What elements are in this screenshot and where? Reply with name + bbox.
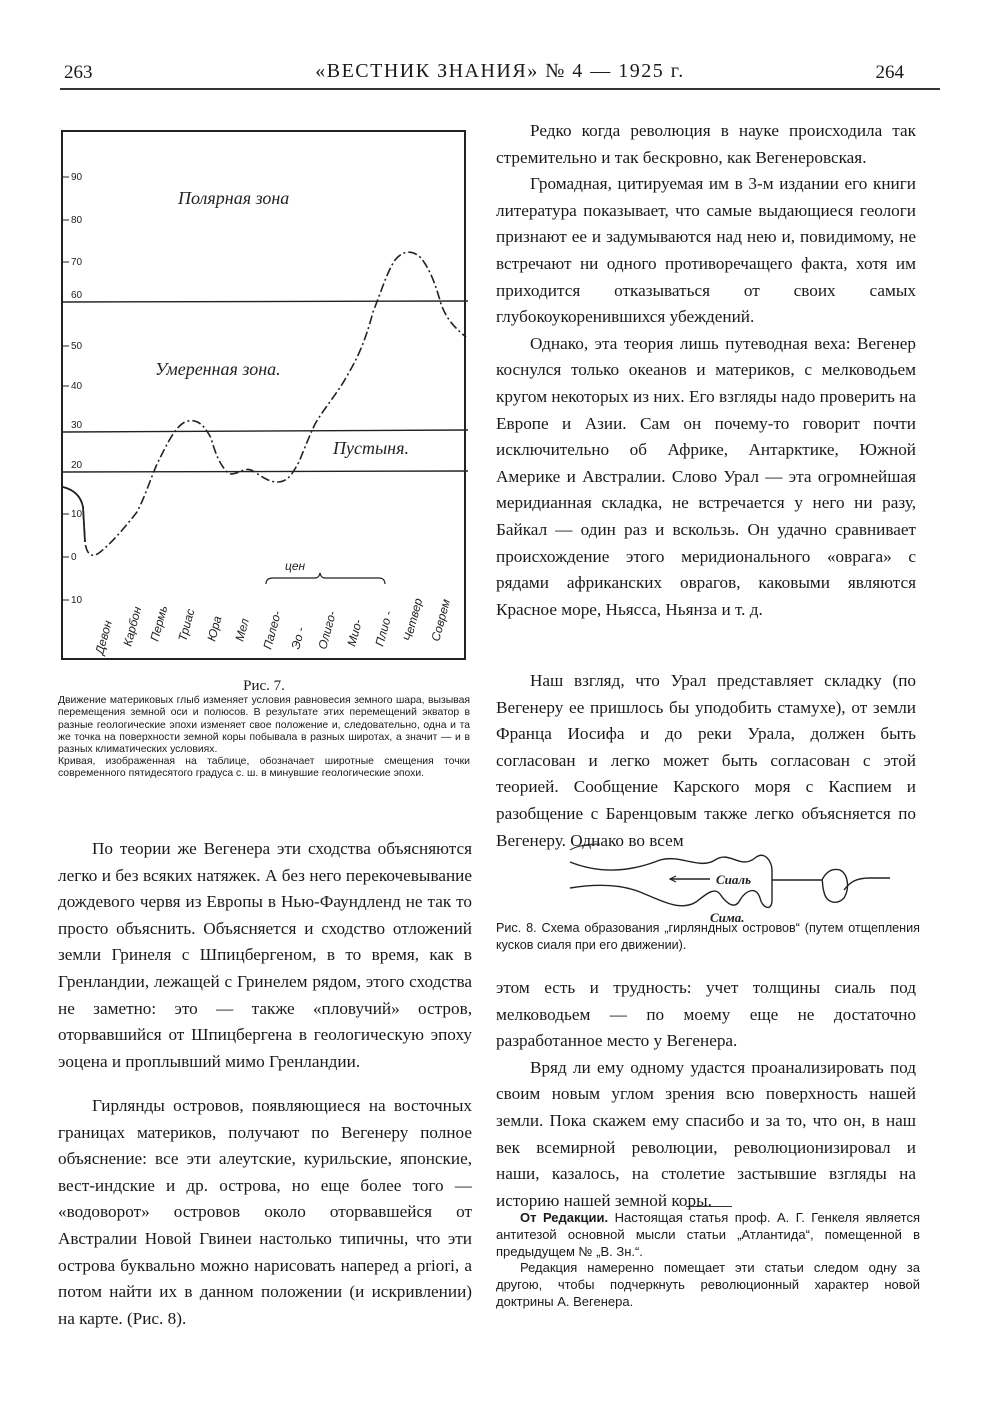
body-paragraph: Наш взгляд, что Урал представляет складку (по Вегенеру ее пришлось бы уподобить стамухе), от земли Франца Иосифа и до реки Урала, должен быть согласован и легко может быть согласован с этой теорией. Сообщение Карского моря с Каспием и разобщение с Баренцовым также легко объясняется по Вегенеру. Однако во всем [496, 671, 916, 850]
figure7-caption-paragraph-1: Движение материковых глыб изменяет условия равновесия земного шара, вызывая перемещения земной оси и полюсов. В результате этих перемещений экватор в разные геологические эпохи изменяет свое положение и, следовательно, одна и та же точка на поверхности земной коры побывала в разных широтах, а значит — и в разных климатических условиях. [58, 695, 470, 756]
zone-label-desert: Пустыня. [333, 438, 409, 458]
figure8-caption: Рис. 8. Схема образования „гирляндных островов“ (путем отщепления кусков сиаля при его движении). [496, 921, 920, 952]
svg-text:Палео-: Палео- [260, 609, 285, 651]
svg-text:50: 50 [71, 341, 83, 352]
left-column-text-1 [58, 836, 472, 1075]
svg-text:Плио -: Плио - [372, 609, 396, 648]
zone-line-20 [63, 471, 468, 472]
body-paragraph: Редко когда революция в науке происходила так стремительно и так бескровно, как Вегенеровская. [496, 121, 916, 167]
svg-text:Соврем: Соврем [428, 597, 454, 643]
figure7-caption [58, 680, 470, 781]
latitude-chart-plot [63, 132, 468, 662]
y-axis-ticks [63, 172, 83, 606]
header-rule [60, 88, 940, 90]
svg-text:Мел: Мел [232, 616, 252, 643]
body-paragraph: этом есть и трудность: учет толщины сиаль под мелководьем — по моему еще не достаточно разработанное место у Вегенера. [496, 978, 916, 1051]
x-axis-labels [92, 596, 453, 657]
journal-title: «ВЕСТНИК ЗНАНИЯ» № 4 — 1925 г. [315, 60, 685, 82]
svg-text:Четвер: Четвер [400, 596, 426, 643]
svg-text:10: 10 [71, 595, 83, 606]
svg-text:Олиго-: Олиго- [315, 609, 340, 651]
label-sima: Сима. [710, 910, 745, 924]
svg-text:70: 70 [71, 257, 83, 268]
svg-text:Триас: Триас [175, 607, 198, 643]
editor-note-rule [686, 1206, 732, 1207]
svg-text:90: 90 [71, 172, 83, 183]
body-paragraph: Вряд ли ему одному удастся проанализировать под своим новым углом зрения всю поверхность нашей земли. Пока скажем ему спасибо и за то, что он, в наш век всемирной революции, революционизировал и наши, казалось, на столетие застывшие взгляды на историю нашей земной коры. [496, 1057, 916, 1210]
svg-text:40: 40 [71, 381, 83, 392]
right-column-text-1 [496, 118, 916, 623]
zone-line-30 [63, 430, 468, 432]
figure8-diagram [540, 840, 920, 924]
left-column-text-2 [58, 1093, 472, 1332]
running-header [60, 58, 940, 88]
latitude-curve [63, 252, 466, 555]
svg-text:Эо -: Эо - [288, 625, 308, 651]
svg-text:20: 20 [71, 460, 83, 471]
svg-text:30: 30 [71, 420, 83, 431]
svg-text:Мио-: Мио- [344, 617, 365, 648]
figure7-chart [61, 130, 466, 660]
page-number-left: 263 [64, 62, 93, 83]
body-paragraph: Однако, эта теория лишь путеводная веха: Вегенер коснулся только океанов и материков, с мелководьем кругом некоторых из них. Его взгляды надо проверить на Европе и Азии. Сам он почему-то говорит почти исключительно об Африке, Антарктике, Южной Америке и Австралии. Слово Урал — эта огромнейшая меридианная складка, не встречается у него ни разу, Байкал — один раз и вскользь. Он удачно сравнивает происхождение этого меридионального «оврага» с рядами африканских оврагов, каковыми являются Красное море, Ньясса, Ньянза и т. д. [496, 333, 916, 619]
label-sial: Сиаль [716, 872, 752, 887]
zone-label-polar: Полярная зона [178, 188, 290, 208]
editor-note-lead: От Редакции. [520, 1210, 609, 1225]
body-paragraph: Гирлянды островов, появляющиеся на восточных границах материков, получают по Вегенеру полное объяснение: все эти алеутские, курильские, японские, вест-индские и др. острова, но еще более того — «водоворот» островов около оторвавшейся от Австралии Новой Гвинеи настолько типичны, что эти острова буквально можно нарисовать наперед a priori, а потом найти их в данном положении (и искривлении) на карте. (Рис. 8). [58, 1096, 472, 1328]
svg-text:80: 80 [71, 215, 83, 226]
body-paragraph: Громадная, цитируемая им в 3-м издании его книги литература показывает, что самые выдающиеся геологи признают ее и задумываются над нею и, повидимому, не встречают ни одного противоречащего факта, хотя им приходится отказываться от своих самых глубокоукоренившихся убеждений. [496, 174, 916, 327]
svg-text:Девон: Девон [92, 618, 115, 656]
svg-text:0: 0 [71, 552, 77, 563]
figure7-caption-paragraph-2: Кривая, изображенная на таблице, обозначает широтные смещения точки современного пятидесятого градуса с. ш. в минувшие геологические эпохи. [58, 756, 470, 780]
figure7-label: Рис. 7. [243, 678, 285, 694]
svg-text:10: 10 [71, 509, 83, 520]
svg-text:Юра: Юра [204, 614, 225, 643]
svg-text:Пермь: Пермь [147, 603, 171, 643]
body-paragraph: По теории же Вегенера эти сходства объясняются легко и без всяких натяжек. А без него перекочевывание дождевого червя из Европы в Нью-Фаундленд не так то просто объяснить. Объясняется и сходство отложений земли Гринеля с Шпицбергеном, в то время, как в Гренландии, лежащей с Гринелем рядом, этого сходства не заметно: это — также «пловучий» остров, оторвавшийся от Шпицбергена в геологическую эпоху эоцена и проплывший мимо Гренландии. [58, 839, 472, 1071]
editor-note-text-2: Редакция намеренно помещает эти статьи следом одну за другою, чтобы подчеркнуть революционный характер новой доктрины А. Вегенера. [496, 1260, 920, 1309]
svg-text:60: 60 [71, 290, 83, 301]
page-number-right: 264 [875, 62, 904, 83]
zone-line-60 [63, 301, 468, 302]
cenozoic-label: цен [285, 559, 306, 573]
right-column-text-2 [496, 668, 916, 854]
editor-note-text-1: Настоящая статья проф. А. Г. Генкеля является антитезой основной мысли статьи „Атлантида“, помещенной в предыдущем № „В. Зн.“. [496, 1210, 920, 1259]
zone-label-temperate: Умеренная зона. [155, 359, 281, 379]
cenozoic-bracket [266, 573, 385, 584]
editor-note [496, 1210, 920, 1311]
right-column-text-3 [496, 975, 916, 1214]
svg-text:Карбон: Карбон [120, 605, 145, 648]
